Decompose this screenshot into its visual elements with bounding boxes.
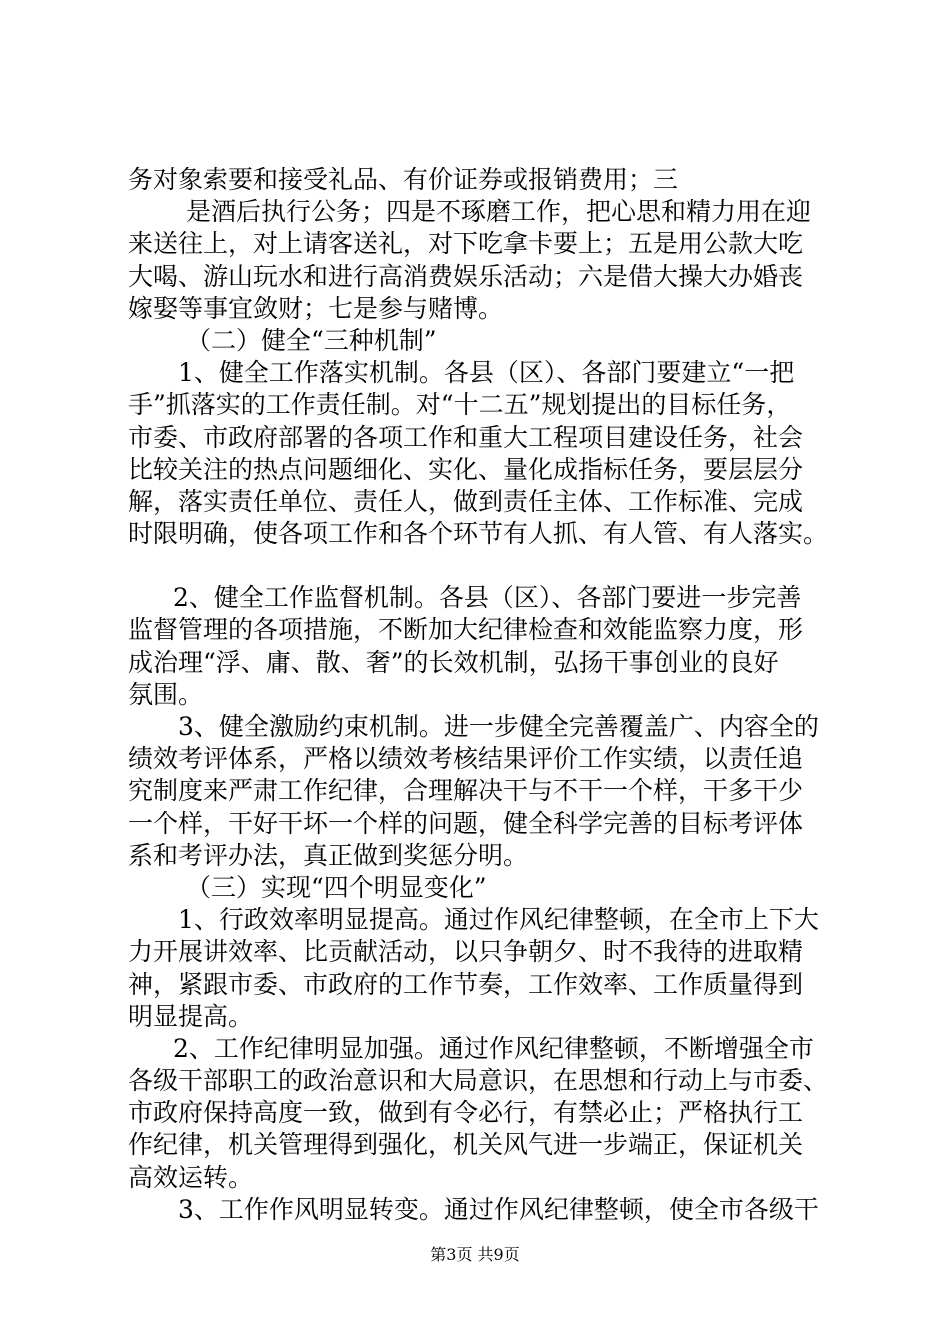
text-line: 高效运转。 <box>128 1162 254 1192</box>
section-heading: （二）健全“三种机制” <box>186 325 437 355</box>
text-line: 氛围。 <box>128 679 204 709</box>
text-line: 究制度来严肃工作纪律，合理解决干与不干一个样，干多干少 <box>128 776 804 806</box>
text-line: 市委、市政府部署的各项工作和重大工程项目建设任务，社会 <box>128 422 804 452</box>
text-line: 1、健全工作落实机制。各县（区）、各部门要建立“一把 <box>178 358 795 388</box>
text-line: 明显提高。 <box>128 1001 254 1031</box>
paragraph-gap <box>128 550 834 582</box>
text-line: 是酒后执行公务；四是不琢磨工作，把心思和精力用在迎 <box>186 197 812 227</box>
text-line: 成治理“浮、庸、散、奢”的长效机制，弘扬干事创业的良好 <box>128 647 779 677</box>
text-line: 比较关注的热点问题细化、实化、量化成指标任务，要层层分 <box>128 454 804 484</box>
text-line: 2、健全工作监督机制。各县（区）、各部门要进一步完善 <box>173 583 802 613</box>
text-line: 1、行政效率明显提高。通过作风纪律整顿，在全市上下大 <box>178 905 819 935</box>
text-line: 2、工作纪律明显加强。通过作风纪律整顿，不断增强全市 <box>173 1033 814 1063</box>
text-line: 时限明确，使各项工作和各个环节有人抓、有人管、有人落实。 <box>128 519 829 549</box>
text-line: 嫁娶等事宜敛财；七是参与赌博。 <box>128 293 504 323</box>
text-line: 3、工作作风明显转变。通过作风纪律整顿，使全市各级干 <box>178 1194 819 1224</box>
text-line: 神，紧跟市委、市政府的工作节奏，工作效率、工作质量得到 <box>128 969 804 999</box>
text-line: 一个样，干好干坏一个样的问题，健全科学完善的目标考评体 <box>128 808 804 838</box>
text-line: 绩效考评体系，严格以绩效考核结果评价工作实绩，以责任追 <box>128 744 804 774</box>
text-line: 务对象索要和接受礼品、有价证券或报销费用；三 <box>128 165 679 194</box>
text-line: 大喝、游山玩水和进行高消费娱乐活动；六是借大操大办婚丧 <box>128 261 804 291</box>
text-line: 来送往上，对上请客送礼，对下吃拿卡要上；五是用公款大吃 <box>128 229 804 259</box>
section-heading: （三）实现“四个明显变化” <box>186 872 487 902</box>
text-line: 作纪律，机关管理得到强化，机关风气进一步端正，保证机关 <box>128 1130 804 1160</box>
text-line: 系和考评办法，真正做到奖惩分明。 <box>128 840 529 870</box>
document-body <box>128 164 834 1226</box>
text-line: 解，落实责任单位、责任人，做到责任主体、工作标准、完成 <box>128 486 804 516</box>
text-line: 3、健全激励约束机制。进一步健全完善覆盖广、内容全的 <box>178 712 819 741</box>
text-line: 力开展讲效率、比贡献活动，以只争朝夕、时不我待的进取精 <box>128 937 804 967</box>
text-line: 手”抓落实的工作责任制。对“十二五”规划提出的目标任务， <box>128 390 792 420</box>
text-line: 市政府保持高度一致，做到有令必行，有禁必止；严格执行工 <box>128 1098 804 1128</box>
page-number-footer: 第3页 共9页 <box>430 1245 520 1264</box>
text-line: 各级干部职工的政治意识和大局意识，在思想和行动上与市委、 <box>128 1066 829 1096</box>
text-line: 监督管理的各项措施，不断加大纪律检查和效能监察力度，形 <box>128 615 804 645</box>
